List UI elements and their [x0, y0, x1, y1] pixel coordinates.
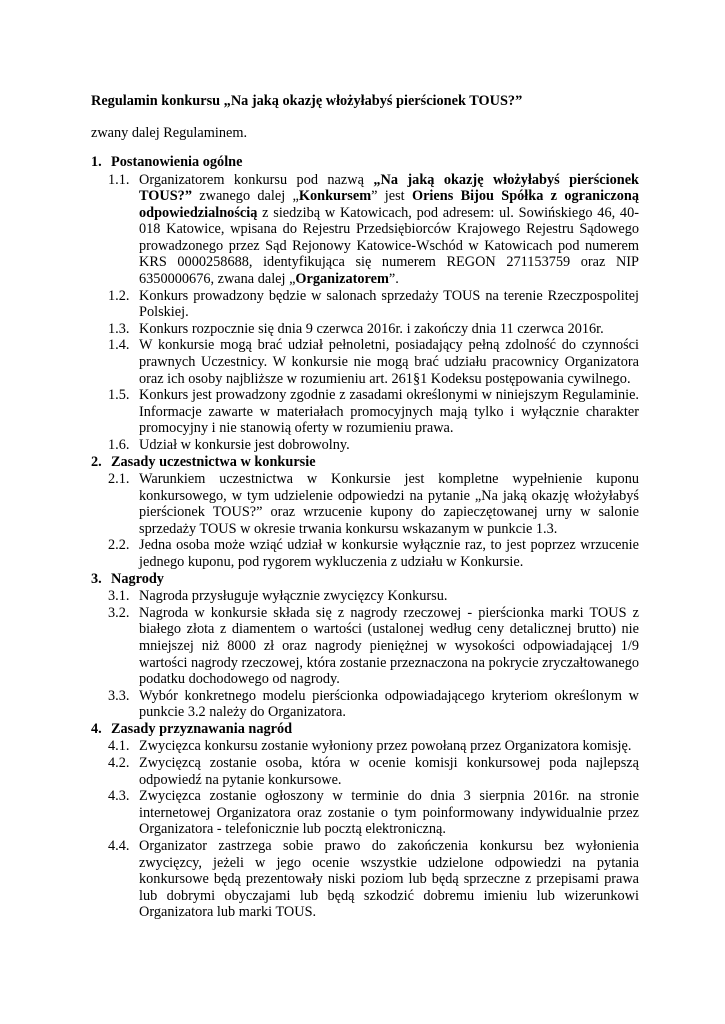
clause-item: [91, 588, 639, 605]
clause-text: z siedzibą w Katowicach, pod adresem: ul. Sowińskiego 46, 40-018 Katowice, wpisana do Rejestru Przedsiębiorców Krajowego Rejestru Sądowego prowadzonego przez Sąd Rejonowy Katowice-Wschód w Katowicach pod numerem KRS 0000258688, identyfikująca się numerem REGON 271153759 oraz NIP 6350000676, zwana dalej „: [139, 204, 639, 288]
clause-text: Konkurs rozpocznie się dnia 9 czerwca 2016r. i zakończy dnia 11 czerwca 2016r.: [139, 320, 604, 337]
clause-number: 1.2.: [108, 287, 130, 304]
clause-text: Konkurs prowadzony będzie w salonach sprzedaży TOUS na terenie Rzeczpospolitej Polskiej.: [139, 287, 639, 321]
clause-number: 3.3.: [108, 687, 130, 704]
clause-text: ”.: [388, 271, 399, 288]
clause-number: 1.3.: [108, 320, 130, 337]
clause-text: W konkursie mogą brać udział pełnoletni, posiadający pełną zdolność do czynności prawnych Uczestnicy. W konkursie nie mogą brać udziału pracownicy Organizatora oraz ich osoby najbliższe w rozumieniu art. 261§1 Kodeksu postępowania cywilnego.: [139, 337, 639, 387]
clause-item: [91, 471, 639, 537]
clause-text: Organizatorem konkursu pod nazwą: [139, 171, 374, 188]
clause-item: [91, 337, 639, 387]
clause-text: Zwycięzca zostanie ogłoszony w terminie do dnia 3 sierpnia 2016r. na stronie internetowej Organizatora oraz zostanie o tym poinformowany indywidualnie przez Organizatora - telefonicznie lub pocztą elektroniczną.: [139, 788, 639, 838]
clause-text: Wybór konkretnego modelu pierścionka odpowiadającego kryteriom określonym w punkcie 3.2 należy do Organizatora.: [139, 687, 639, 721]
clause-number: 4.3.: [108, 788, 130, 805]
section-heading-text: Nagrody: [111, 570, 164, 587]
clause-number: 1.1.: [108, 171, 130, 188]
clause-text: Zwycięzcą zostanie osoba, która w ocenie komisji konkursowej poda najlepszą odpowiedź na pytanie konkursowe.: [139, 755, 639, 788]
clause-item: [91, 738, 639, 755]
clause-text: Jedna osoba może wziąć udział w konkursie wyłącznie raz, to jest poprzez wrzucenie jednego kuponu, pod rygorem wykluczenia z udziału w Konkursie.: [139, 537, 639, 571]
section-number: 3.: [91, 570, 102, 587]
clause-item: [91, 838, 639, 921]
clause-text: Organizatorem: [295, 271, 389, 288]
clause-text: Udział w konkursie jest dobrowolny.: [139, 437, 350, 453]
section-number: 2.: [91, 453, 102, 470]
clause-number: 1.5.: [108, 387, 130, 404]
clause-item: [91, 437, 639, 454]
document-page: [91, 92, 640, 921]
clause-number: 1.4.: [108, 337, 130, 354]
section-number: 1.: [91, 154, 102, 170]
clause-number: 4.2.: [108, 755, 130, 771]
clause-text: ” jest: [371, 188, 412, 205]
section-heading-text: Postanowienia ogólne: [111, 154, 243, 170]
clause-text: zwanego dalej „: [191, 188, 299, 205]
section-heading-text: Zasady przyznawania nagród: [111, 720, 293, 737]
clause-text: Konkurs jest prowadzony zgodnie z zasadami określonymi w niniejszym Regulaminie. Informacje zawarte w materiałach promocyjnych mają tylko i wyłącznie charakter promocyjny i nie stanowią oferty w rozumieniu prawa.: [139, 387, 639, 437]
clause-text: Nagroda w konkursie składa się z nagrody rzeczowej - pierścionka marki TOUS z białego złota z diamentem o wartości (ustalonej według ceny detalicznej brutto) nie mniejszej niż 8000 zł oraz nagrody pieniężnej w wysokości odpowiadającej 1/9 wartości nagrody rzeczowej, która zostanie przeznaczona na pokrycie zryczałtowanego podatku dochodowego od nagrody.: [139, 604, 639, 688]
clause-item: [91, 387, 639, 437]
clause-text: „Na jaką okazję włożyłabyś pierścionek TOUS?”: [139, 171, 640, 205]
section-heading: [91, 721, 639, 739]
clause-number: 4.1.: [108, 738, 130, 755]
section: [91, 154, 639, 454]
clause-number: 2.2.: [108, 537, 130, 554]
section: [91, 454, 639, 571]
clause-item: [91, 688, 639, 721]
clause-text: Nagroda przysługuje wyłącznie zwycięzcy Konkursu.: [139, 588, 448, 605]
section-heading: [91, 571, 639, 589]
clause-item: [91, 605, 639, 688]
document-intro: zwany dalej Regulaminem.: [91, 125, 248, 141]
section: [91, 571, 639, 721]
clause-text: Organizator zastrzega sobie prawo do zakończenia konkursu bez wyłonienia zwycięzcy, jeżeli w jego ocenie wszystkie udzielone odpowiedzi na pytania konkursowe będą prezentowały niski poziom lub będą sprzeczne z przepisami prawa lub dobrymi obyczajami lub będą szkodzić dobremu imieniu lub wizerunkowi Organizatora lub marki TOUS.: [139, 837, 639, 921]
clause-item: [91, 755, 639, 788]
section-heading-text: Zasady uczestnictwa w konkursie: [111, 453, 316, 470]
clause-item: [91, 288, 639, 321]
clause-number: 2.1.: [108, 471, 130, 488]
section-heading: [91, 454, 639, 472]
clause-text: Konkursem: [298, 188, 372, 205]
section: [91, 721, 639, 921]
clause-item: [91, 172, 639, 288]
clause-number: 1.6.: [108, 437, 130, 453]
sections-list: [91, 154, 639, 921]
clause-text: Zwycięzca konkursu zostanie wyłoniony przez powołaną przez Organizatora komisję.: [139, 738, 632, 755]
document-title: Regulamin konkursu „Na jaką okazję włożyłabyś pierścionek TOUS?”: [91, 93, 523, 109]
section-heading: [91, 154, 639, 172]
clause-item: [91, 321, 639, 338]
clause-number: 3.2.: [108, 604, 130, 621]
clause-text: Warunkiem uczestnictwa w Konkursie jest kompletne wypełnienie kuponu konkursowego, w tym udzielenie odpowiedzi na pytanie „Na jaką okazję włożyłabyś pierścionek TOUS?” oraz wrzucenie kupony do zapieczętowanej urny w salonie sprzedaży TOUS w okresie trwania konkursu wskazanym w punkcie 1.3.: [139, 471, 639, 537]
clause-number: 4.4.: [108, 837, 130, 854]
clause-item: [91, 788, 639, 838]
clause-number: 3.1.: [108, 588, 130, 605]
section-number: 4.: [91, 720, 102, 737]
clause-item: [91, 537, 639, 570]
clause-text: Oriens Bijou Spółka z ograniczoną odpowiedzialnością: [139, 188, 639, 221]
